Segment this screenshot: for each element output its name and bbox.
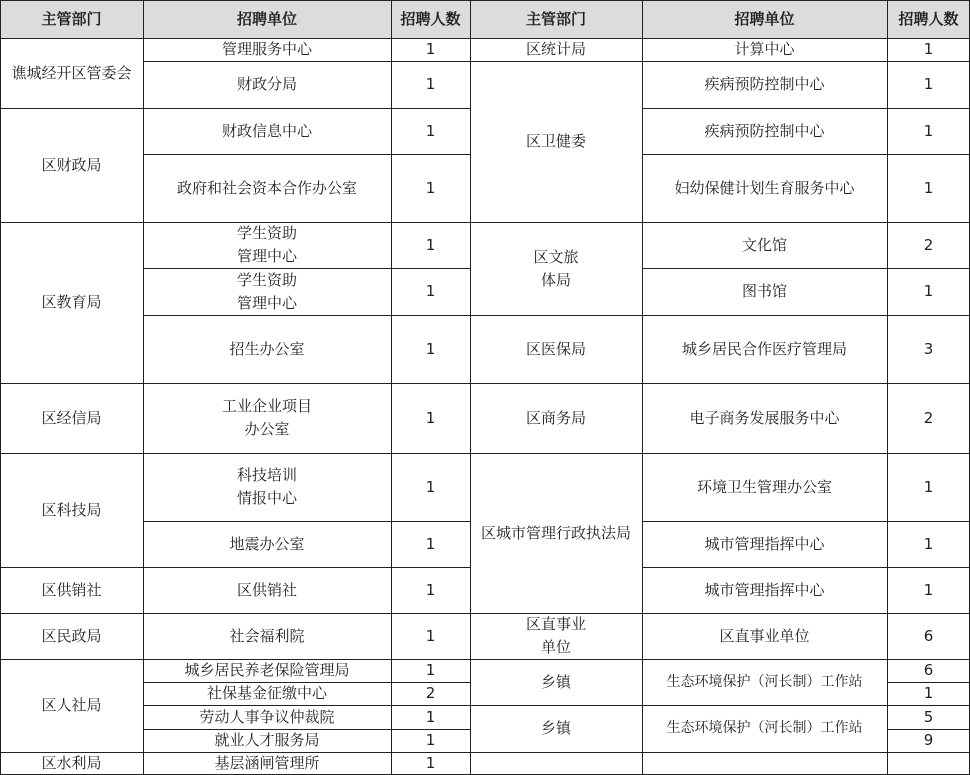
left-unit: 社保基金征缴中心 [206, 684, 327, 702]
right-count: 1 [923, 40, 934, 58]
header-right-unit: 招聘单位 [642, 0, 887, 38]
right-count [887, 752, 970, 775]
right-count: 1 [923, 75, 934, 93]
header-left-count: 招聘人数 [391, 0, 470, 38]
right-unit: 妇幼保健计划生育服务中心 [674, 178, 855, 197]
left-unit: 管理服务中心 [221, 40, 312, 58]
right-unit: 电子商务发展服务中心 [689, 408, 840, 427]
right-unit [642, 752, 887, 775]
right-count: 3 [923, 339, 934, 358]
left-count: 1 [425, 707, 436, 726]
left-count: 1 [425, 40, 436, 58]
left-department: 区经信局 [41, 408, 102, 427]
left-count: 1 [425, 626, 436, 645]
right-count: 2 [923, 235, 934, 254]
right-unit: 图书馆 [741, 282, 787, 300]
left-count: 1 [425, 121, 436, 140]
right-count: 1 [923, 178, 934, 197]
left-count: 1 [425, 75, 436, 93]
left-unit: 工业企业项目 办公室 [221, 397, 312, 438]
left-unit: 招生办公室 [229, 339, 305, 358]
right-unit: 城市管理指挥中心 [704, 580, 825, 599]
right-department: 区卫健委 [525, 132, 586, 150]
right-unit: 计算中心 [734, 40, 795, 58]
right-count: 1 [923, 282, 934, 300]
left-department: 区教育局 [41, 293, 102, 311]
right-count: 1 [923, 121, 934, 140]
right-unit: 生态环境保护（河长制）工作站 [666, 720, 863, 736]
right-count: 1 [923, 580, 934, 599]
right-department: 乡镇 [540, 672, 571, 691]
left-department: 区财政局 [41, 155, 102, 174]
right-department: 区统计局 [525, 40, 586, 58]
left-department: 区科技局 [41, 500, 102, 519]
left-count: 1 [425, 754, 436, 772]
left-unit: 社会福利院 [229, 626, 305, 645]
left-count: 1 [425, 661, 436, 679]
left-count: 1 [425, 178, 436, 197]
left-count: 1 [425, 731, 436, 749]
right-department: 区直事业 单位 [525, 615, 586, 656]
right-count: 2 [923, 408, 934, 427]
left-department: 区水利局 [41, 754, 102, 772]
right-count: 6 [923, 626, 934, 645]
right-count: 1 [923, 534, 934, 553]
right-unit: 区直事业单位 [719, 626, 810, 645]
right-count: 5 [923, 707, 934, 726]
right-unit: 疾病预防控制中心 [704, 75, 825, 93]
left-unit: 劳动人事争议仲裁院 [199, 707, 335, 726]
left-unit: 基层涵闸管理所 [214, 754, 320, 772]
left-unit: 学生资助 管理中心 [236, 270, 297, 312]
left-count: 1 [425, 534, 436, 553]
left-department: 区供销社 [41, 580, 102, 599]
header-right-department: 主管部门 [470, 0, 642, 38]
left-unit: 地震办公室 [229, 534, 305, 553]
right-count: 1 [923, 477, 934, 496]
left-department: 谯城经开区管委会 [11, 63, 132, 82]
right-count: 6 [923, 661, 934, 679]
right-count: 1 [923, 684, 934, 702]
right-unit: 生态环境保护（河长制）工作站 [666, 673, 863, 690]
left-count: 1 [425, 282, 436, 300]
right-unit: 疾病预防控制中心 [704, 121, 825, 140]
right-department: 区医保局 [525, 339, 586, 358]
left-unit: 学生资助 管理中心 [236, 224, 297, 265]
left-unit: 财政分局 [236, 75, 297, 93]
left-department: 区民政局 [41, 626, 102, 645]
right-unit: 环境卫生管理办公室 [696, 477, 832, 496]
left-unit: 政府和社会资本合作办公室 [176, 178, 357, 197]
header-left-department: 主管部门 [0, 0, 143, 38]
left-unit: 科技培训 情报中心 [236, 466, 297, 507]
right-department: 区商务局 [525, 408, 586, 427]
header-right-count: 招聘人数 [887, 0, 970, 38]
header-left-unit: 招聘单位 [143, 0, 391, 38]
left-unit: 就业人才服务局 [214, 731, 320, 749]
left-unit: 财政信息中心 [221, 121, 312, 140]
left-count: 1 [425, 477, 436, 496]
right-department: 乡镇 [540, 719, 571, 737]
left-count: 1 [425, 339, 436, 358]
right-department: 区城市管理行政执法局 [480, 523, 631, 542]
left-unit: 区供销社 [236, 580, 297, 599]
left-count: 1 [425, 408, 436, 427]
left-department: 区人社局 [41, 696, 102, 714]
right-unit: 文化馆 [741, 235, 787, 254]
left-unit: 城乡居民养老保险管理局 [184, 661, 350, 679]
right-count: 9 [923, 731, 934, 749]
right-unit: 城市管理指挥中心 [704, 534, 825, 553]
right-unit: 城乡居民合作医疗管理局 [681, 339, 847, 358]
left-count: 2 [425, 684, 436, 702]
right-department: 区文旅 体局 [533, 247, 579, 289]
left-count: 1 [425, 235, 436, 254]
left-count: 1 [425, 580, 436, 599]
